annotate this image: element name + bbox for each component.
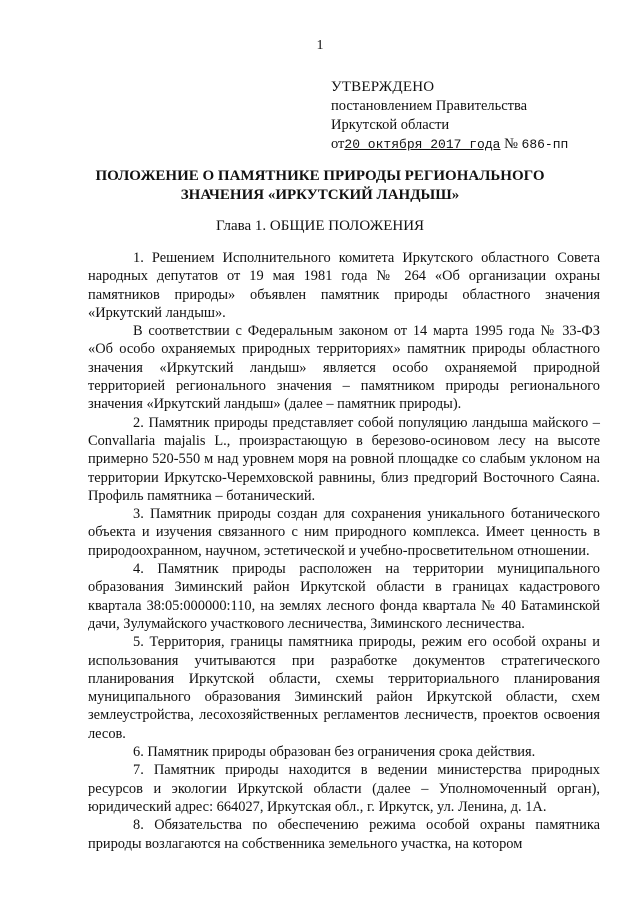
approval-line-2: Иркутской области: [331, 117, 450, 133]
document-title: [0, 167, 640, 205]
approval-line-1: постановлением Правительства: [331, 98, 528, 114]
paragraph-4: 4. Памятник природы расположен на территории муниципального образования Зиминский район Иркутской области в границах кадастрового квартала 38:05:000000:110, на землях лесного фонда квартала № 40 Батаминской дачи, Зулумайского участкового лесничества, Зиминского лесничества.: [88, 561, 600, 632]
approval-date-prefix: от: [331, 136, 345, 152]
paragraph-8: 8. Обязательства по обеспечению режима особой охраны памятника природы возлагаются на собственника земельного участка, на котором: [88, 817, 600, 852]
document-body: [88, 249, 600, 853]
approval-number-value: 686-пп: [521, 137, 569, 152]
paragraph-6: 6. Памятник природы образован без ограничения срока действия.: [133, 744, 536, 761]
approval-date-line: [331, 135, 568, 154]
approval-stamp: [331, 78, 568, 154]
document-title-line-1: ПОЛОЖЕНИЕ О ПАМЯТНИКЕ ПРИРОДЫ РЕГИОНАЛЬНОГО: [95, 168, 545, 184]
page-number: 1: [316, 38, 324, 53]
paragraph-1-continued: В соответствии с Федеральным законом от 14 марта 1995 года № 33-ФЗ «Об особо охраняемых природных территориях» памятник природы областного значения «Иркутский ландыш» является особо охраняемой природной территорией регионального значения – памятником природы регионального значения «Иркутский ландыш» (далее – памятник природы).: [88, 323, 600, 413]
chapter-heading: Глава 1. ОБЩИЕ ПОЛОЖЕНИЯ: [215, 218, 425, 234]
paragraph-7: 7. Памятник природы находится в ведении министерства природных ресурсов и экологии Иркутской области (далее – Уполномоченный орган), юридический адрес: 664027, Иркутская обл., г. Иркутск, ул. Ленина, д. 1А.: [88, 762, 600, 815]
paragraph-1: 1. Решением Исполнительного комитета Иркутского областного Совета народных депутатов от 19 мая 1981 года № 264 «Об организации охраны памятников природы» объявлен памятник природы областного значения «Иркутский ландыш».: [88, 250, 600, 321]
paragraph-3: 3. Памятник природы создан для сохранения уникального ботанического объекта и изучения связанного с ним природного комплекса. Имеет ценность в природоохранном, научном, эстетической и учебно-просветительном отношении.: [88, 506, 600, 559]
paragraph-2: 2. Памятник природы представляет собой популяцию ландыша майского – Convallaria majalis L., произрастающую в березово-осиновом лесу на высоте примерно 520-550 м над уровнем моря на ровной площадке со слабым уклоном на территории Иркутско-Черемховской равнины, близ предгорий Восточного Саяна. Профиль памятника – ботанический.: [88, 414, 600, 504]
paragraph-5: 5. Территория, границы памятника природы, режим его особой охраны и использования учитываются при разработке документов стратегического планирования Иркутской области, схемы территориального планирования муниципального образования Зиминский район Иркутской области, схем землеустройства, лесохозяйственных регламентов лесничеств, проектов освоения лесов.: [88, 634, 600, 742]
document-title-line-2: ЗНАЧЕНИЯ «ИРКУТСКИЙ ЛАНДЫШ»: [180, 187, 460, 203]
approval-number-sign: №: [504, 136, 518, 152]
approval-date-value: 20 октября 2017 года: [344, 137, 501, 152]
approval-heading: УТВЕРЖДЕНО: [331, 79, 435, 95]
